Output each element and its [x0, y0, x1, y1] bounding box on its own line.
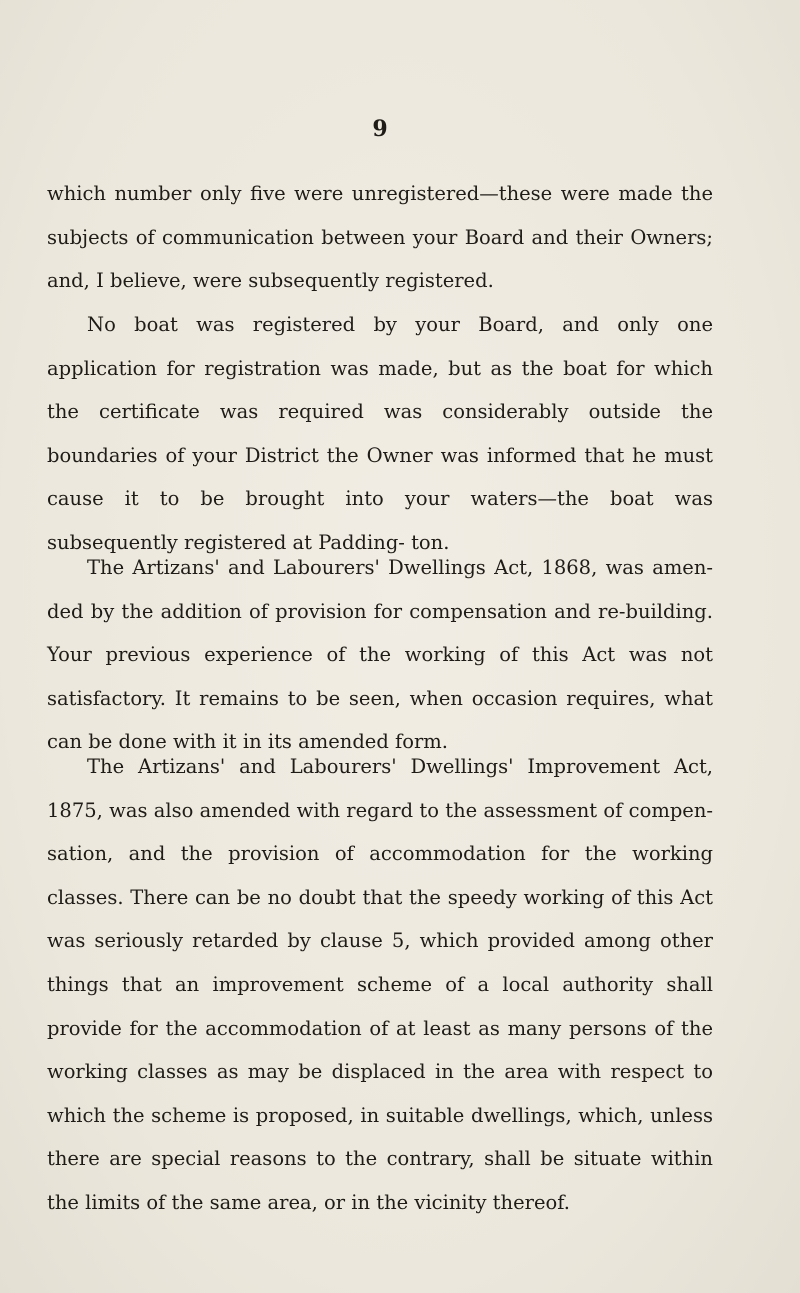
page-number: 9 — [372, 116, 388, 142]
paragraph-improvement-act-1875: The Artizans' and Labourers' Dwellings' Improvement Act, 1875, was also amended with regard to the assessment of compen- sation, and the provision of accommodation for the working classes. There can be no doubt that the speedy working of this Act was seriously retarded by clause 5, which provided among other things that an improvement scheme of a local authority shall provide for the accommodation of at least as many persons of the working classes as may be displaced in the area with respect to which the scheme is proposed, in suitable dwellings, which, unless there are special reasons to the contrary, shall be situate within the limits of the same area, or in the vicinity thereof. — [47, 755, 713, 1214]
paragraph-dwellings-act-1868: The Artizans' and Labourers' Dwellings Act, 1868, was amen- ded by the addition of provision for compensation and re-building. Your previous experience of the working of this Act was not satisfactory. It remains to be seen, when occasion requires, what can be done with it in its amended form. — [47, 556, 713, 754]
paragraph-boat-registration: No boat was registered by your Board, and only one application for registration was made, but as the boat for which the certificate was required was considerably outside the boundaries of your District the Owner was informed that he must cause it to be brought into your waters—the boat was subsequently registered at Padding- ton. — [47, 313, 713, 554]
paragraph-continuation: which number only five were unregistered—these were made the subjects of communication between your Board and their Owners; and, I believe, were subsequently registered. — [47, 182, 713, 293]
